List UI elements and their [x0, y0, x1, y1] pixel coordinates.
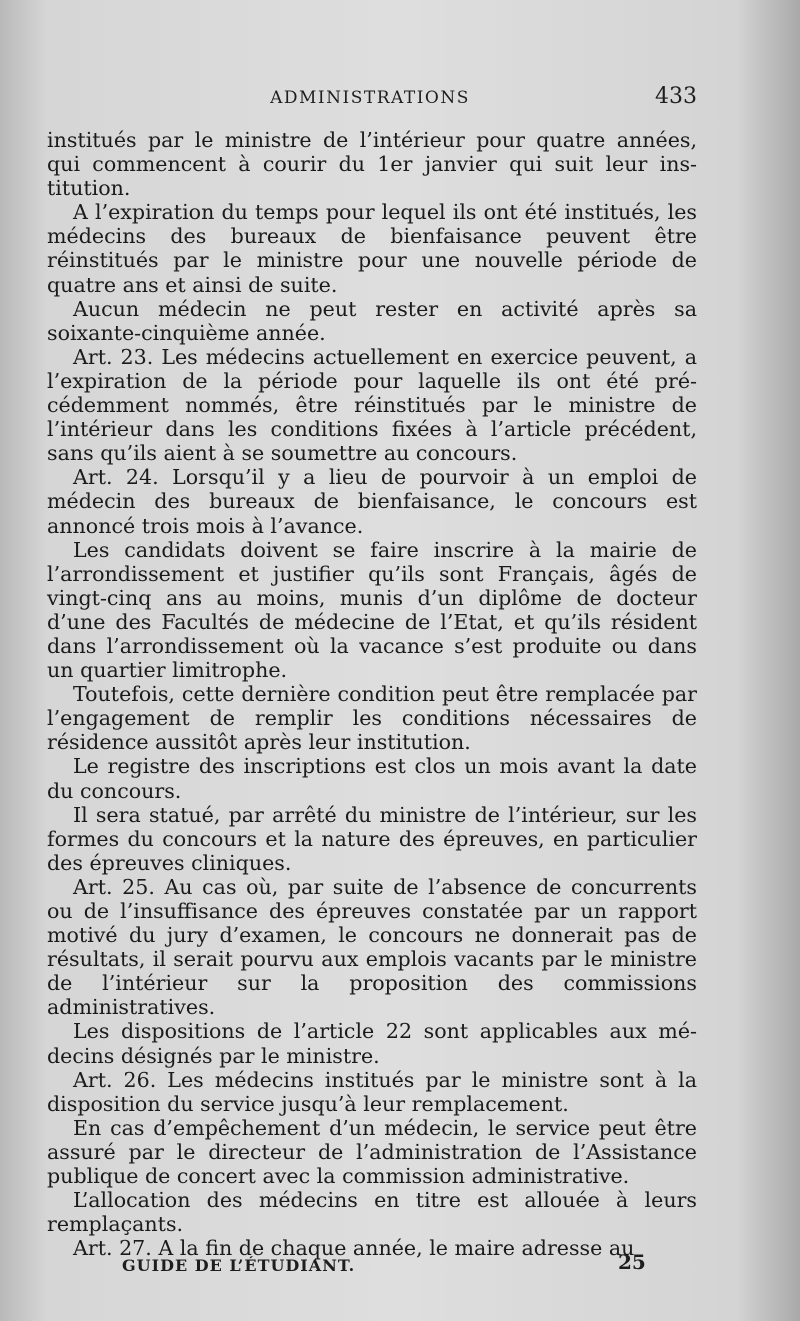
- paragraph: Art. 23. Les médecins actuellement en exercice peuvent, a l’expiration de la période pour laquelle ils ont été précédemment nommés, être réinstitués par le ministre de l’intérieur dans les conditions fixées à l’article précédent, sans qu’ils aient à se soumettre au concours.: [47, 344, 697, 466]
- paragraph: L’allocation des médecins en titre est allouée à leurs remplaçants.: [47, 1188, 697, 1237]
- paragraph: Art. 26. Les médecins institués par le ministre sont à la disposition du service jusqu’à leur remplacement.: [47, 1067, 697, 1116]
- page-footer: [0, 1250, 800, 1280]
- paragraph: Il sera statué, par arrêté du ministre de l’intérieur, sur les formes du concours et la nature des épreuves, en particulier des épreuves cliniques.: [47, 802, 697, 875]
- paragraph: Les dispositions de l’article 22 sont applicables aux médecins désignés par le ministre.: [47, 1019, 697, 1068]
- page-header: [0, 84, 800, 114]
- paragraph: Le registre des inscriptions est clos un mois avant la date du concours.: [47, 754, 697, 803]
- footer-title: GUIDE DE L’ÉTUDIANT.: [122, 1256, 356, 1275]
- paragraph: Les candidats doivent se faire inscrire à la mairie de l’arrondissement et justifier qu’ils sont Français, âgés de vingt-cinq ans au moins, munis d’un diplôme de docteur d’une des Facultés de médecine de l’Etat, et qu’ils résident dans l’arrondissement où la vacance s’est produite ou dans un quartier limitrophe.: [47, 537, 697, 683]
- paragraph: Art. 25. Au cas où, par suite de l’absence de concurrents ou de l’insuffisance des épreuves constatée par un rapport motivé du jury d’examen, le concours ne donnerait pas de résultats, il serait pourvu aux emplois vacants par le ministre de l’intérieur sur la proposition des commissions administratives.: [47, 874, 697, 1020]
- paragraph: Toutefois, cette dernière condition peut être remplacée par l’engagement de remplir les conditions nécessaires de résidence aussitôt après leur institution.: [47, 682, 697, 755]
- running-title: ADMINISTRATIONS: [270, 88, 470, 108]
- paragraph: En cas d’empêchement d’un médecin, le service peut être assuré par le directeur de l’administration de l’Assistance publique de concert avec la commission administrative.: [47, 1115, 697, 1189]
- paragraph: Art. 24. Lorsqu’il y a lieu de pourvoir à un emploi de médecin des bureaux de bienfaisance, le concours est annoncé trois mois à l’avance.: [47, 465, 697, 538]
- body-text: [47, 128, 697, 1260]
- paragraph: institués par le ministre de l’intérieur pour quatre années, qui commencent à courir du 1er janvier qui suit leur institution.: [47, 128, 697, 201]
- paragraph: A l’expiration du temps pour lequel ils ont été institués, les médecins des bureaux de bienfaisance peuvent être réinstitués par le ministre pour une nouvelle période de quatre ans et ainsi de suite.: [47, 200, 697, 297]
- paragraph: Aucun médecin ne peut rester en activité après sa soixante-cinquième année.: [47, 296, 697, 345]
- page-number: 433: [655, 84, 697, 109]
- paragraph: Art. 27. A la fin de chaque année, le maire adresse au: [73, 1236, 635, 1261]
- signature-mark: 25: [618, 1250, 646, 1274]
